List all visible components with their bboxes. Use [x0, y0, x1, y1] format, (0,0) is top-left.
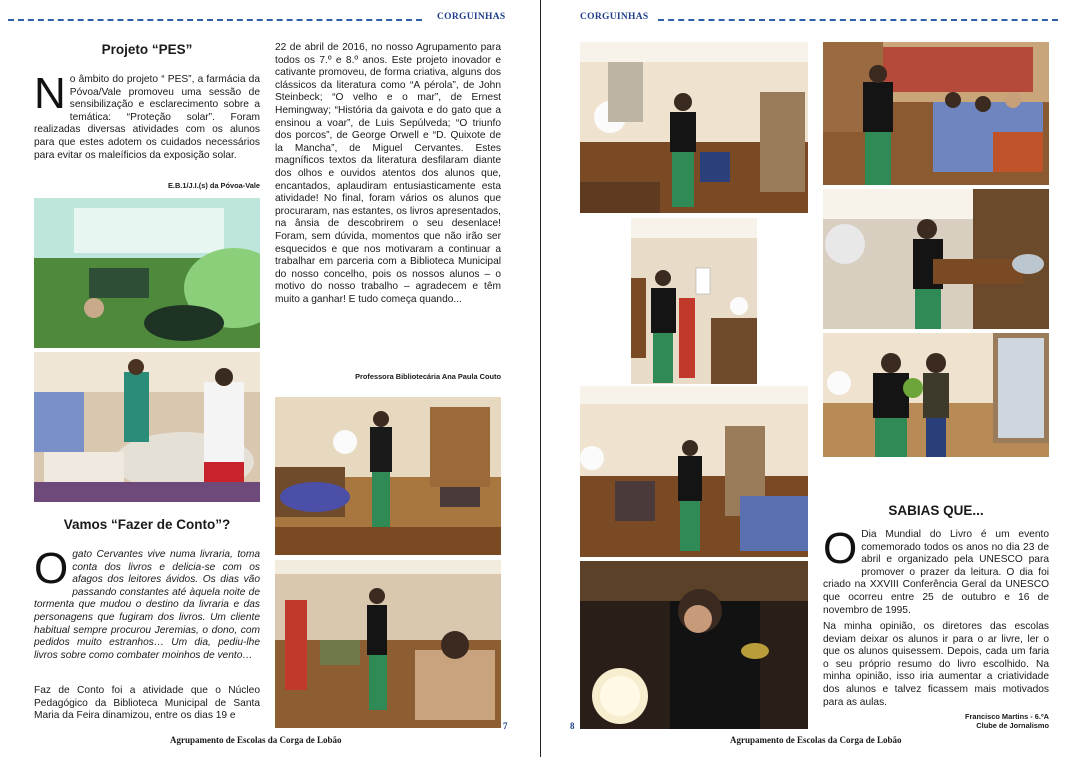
photo-audience — [823, 42, 1049, 185]
article-sabias-opinion: Na minha opinião, os diretores das escolas deviam deixar os alunos ir para o ar livre, ler o que os alunos quisessem. Depois, cada um faria o seu próprio resumo do livro escolhido. Na minha opinião, isso iria aumentar a criatividade dos alunos e talvez ficassem mais motivados para as aulas. — [823, 621, 1049, 708]
footer-right: Agrupamento de Escolas da Corga de Lobão — [730, 735, 902, 745]
photo-reading-3 — [580, 386, 808, 557]
footer-left: Agrupamento de Escolas da Corga de Lobão — [170, 735, 342, 745]
photo-storyteller-1 — [275, 397, 501, 555]
article-conto-intro — [34, 544, 260, 662]
article-pes-body — [34, 69, 260, 162]
author-signature: Professora Bibliotecária Ana Paula Couto — [355, 372, 501, 381]
author-signature: E.B.1/J.I.(s) da Póvoa-Vale — [167, 181, 260, 190]
article-title-sabias: SABIAS QUE... — [888, 503, 984, 518]
drop-cap: N — [34, 69, 66, 118]
page-number-left: 7 — [503, 721, 508, 731]
paragraph: gato Cervantes vive numa livraria, toma conta dos livros e delicia-se com os afagos dos leitores ávidos. Os dias vão passando constantes até àquela noite de tormenta que mudou o destino da livraria e das personagens que fugiram dos livros. Um cliente habitual sempre procurou Jeremias, o dono, com pedidos muito estranhos… Um dia, pediu-lhe livros sobre como combater moinhos de vento… — [34, 549, 260, 661]
drop-cap: O — [34, 544, 69, 593]
header-rule-right — [658, 19, 1058, 21]
drop-cap: O — [823, 524, 858, 573]
page-spine — [540, 0, 541, 757]
photo-two-readers — [823, 333, 1049, 457]
magazine-name-right: CORGUINHAS — [580, 12, 649, 22]
magazine-name-left: CORGUINHAS — [437, 12, 506, 22]
photo-storyteller-2 — [275, 560, 501, 728]
paragraph: Dia Mundial do Livro é um evento comemorado todos os anos no dia 23 de abril e organizado pela UNESCO para promover o prazer da leitura. O dia foi criado na XXVIII Conferência Geral da UNESCO que ocorreu entre 25 de outubro e 16 de novembro de 1995. — [823, 529, 1049, 616]
paragraph: o âmbito do projeto “ PES”, a farmácia da Póvoa/Vale promoveu uma sessão de sensibilização e esclarecimento sobre a temática: “Proteção solar”. Foram realizadas diversas atividades com os alunos para que estes adotem os cuidados necessários para evitar os maleíficios da exposição solar. — [34, 74, 260, 161]
photo-reading-closeup — [580, 561, 808, 729]
article-sabias-body — [823, 524, 1049, 617]
author-club: Clube de Jornalismo — [976, 721, 1049, 730]
photo-storyteller-lamp — [823, 189, 1049, 329]
article-conto-body: Faz de Conto foi a atividade que o Núcleo Pedagógico da Biblioteca Municipal de Santa Maria da Feira dinamizou, entre os dias 19 e — [34, 685, 260, 722]
article-title-conto: Vamos “Fazer de Conto”? — [63, 517, 231, 532]
photo-reading-1 — [580, 42, 808, 213]
article-conto-col2: 22 de abril de 2016, no nosso Agrupamento para todos os 7.º e 8.º anos. Este projeto inovador e cativante promoveu, de forma criativa, alguns dos clássicos da literatura como “A pérola”, de John Steinbeck; “O velho e o mar”, de Ernest Hemingway; “História da gaivota e do gato que a ensinou a voar”, de Luis Sepúlveda; “O triunfo dos porcos”, de George Orwell e “D. Quixote de la Mancha”, de Miguel Cervantes. Estes magníficos textos da literatura desfilaram diante dos olhos e ouvidos atentos dos alunos que, encantados, aplaudiram entusiasticamente esta atividade! No final, foram vários os alunos que procuraram, nas estantes, os livros apresentados, na ânsia de descobrirem o seu desenlace! Foram, sem dúvida, momentos que não irão ser esquecidos e que nos motivaram a continuar a trabalhar em parceria com a Biblioteca Municipal do nosso concelho, pois os nossos alunos – o motivo do nosso trabalho – agradecem e têm muito a ganhar! E tudo começa quando... — [275, 42, 501, 305]
photo-sun-umbrella — [34, 198, 260, 348]
photo-pharmacy-session — [34, 352, 260, 502]
header-rule-left — [8, 19, 422, 21]
article-title-pes: Projeto “PES” — [101, 42, 193, 57]
page-number-right: 8 — [570, 721, 575, 731]
photo-reading-2 — [631, 218, 757, 384]
author-signature: Francisco Martins - 6.ºA — [964, 712, 1049, 721]
